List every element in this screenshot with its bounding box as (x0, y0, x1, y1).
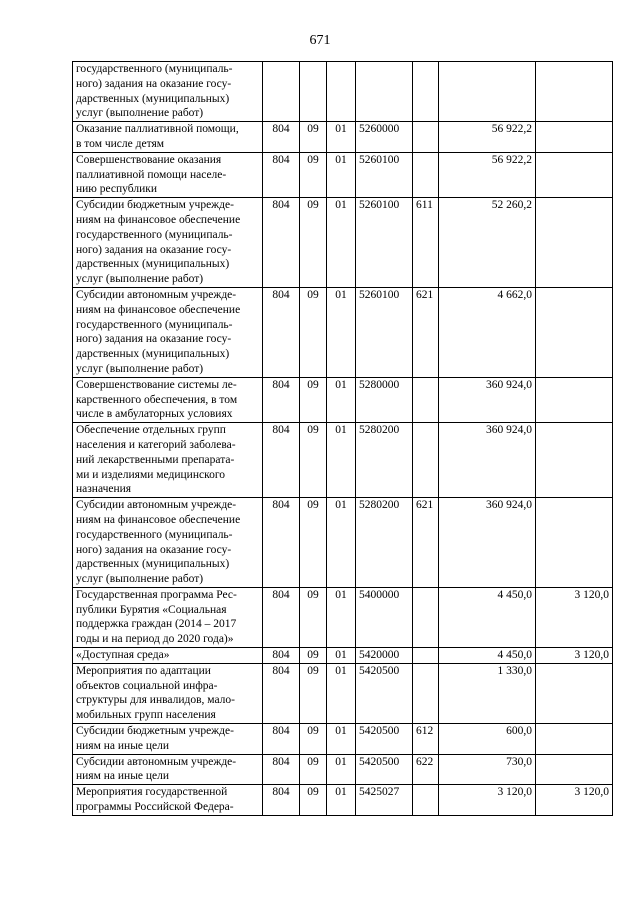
cell-section-code: 09 (300, 724, 327, 755)
cell-target-code: 5280000 (356, 377, 413, 422)
cell-name: Оказание паллиативной помощи, в том числе детям (73, 122, 263, 153)
cell-amount-2: 3 120,0 (536, 587, 613, 647)
cell-expense-type-code: 612 (413, 724, 439, 755)
cell-expense-type-code: 621 (413, 498, 439, 588)
cell-ministry-code: 804 (263, 198, 300, 288)
cell-subsection-code: 01 (327, 287, 356, 377)
cell-name: Мероприятия по адаптации объектов социальной инфра- структуры для инвалидов, мало- мобильных групп населения (73, 663, 263, 723)
cell-name: Совершенствование системы ле- карственного обеспечения, в том числе в амбулаторных условиях (73, 377, 263, 422)
cell-ministry-code: 804 (263, 287, 300, 377)
cell-subsection-code: 01 (327, 754, 356, 785)
cell-amount-2 (536, 377, 613, 422)
cell-subsection-code: 01 (327, 785, 356, 816)
cell-section-code: 09 (300, 587, 327, 647)
cell-ministry-code: 804 (263, 724, 300, 755)
page-number: 671 (309, 33, 331, 48)
cell-amount-1 (439, 62, 536, 122)
cell-amount-2 (536, 663, 613, 723)
cell-target-code: 5280200 (356, 423, 413, 498)
cell-name: Обеспечение отдельных групп населения и категорий заболева- ний лекарственными препарата- ми и изделиями медицинского назначения (73, 423, 263, 498)
cell-section-code: 09 (300, 423, 327, 498)
cell-subsection-code (327, 62, 356, 122)
cell-amount-2 (536, 152, 613, 197)
cell-expense-type-code (413, 423, 439, 498)
cell-subsection-code: 01 (327, 498, 356, 588)
cell-expense-type-code (413, 587, 439, 647)
cell-section-code (300, 62, 327, 122)
cell-amount-1: 52 260,2 (439, 198, 536, 288)
cell-subsection-code: 01 (327, 423, 356, 498)
cell-name: Государственная программа Рес- публики Бурятия «Социальная поддержка граждан (2014 – 2017 годы и на период до 2020 года)» (73, 587, 263, 647)
cell-section-code: 09 (300, 377, 327, 422)
cell-subsection-code: 01 (327, 377, 356, 422)
cell-expense-type-code (413, 62, 439, 122)
cell-subsection-code: 01 (327, 152, 356, 197)
cell-amount-1: 360 924,0 (439, 498, 536, 588)
cell-amount-2 (536, 423, 613, 498)
cell-amount-1: 600,0 (439, 724, 536, 755)
cell-ministry-code: 804 (263, 122, 300, 153)
cell-ministry-code: 804 (263, 648, 300, 664)
cell-amount-1: 4 450,0 (439, 587, 536, 647)
cell-ministry-code (263, 62, 300, 122)
cell-name: «Доступная среда» (73, 648, 263, 664)
cell-expense-type-code (413, 152, 439, 197)
cell-amount-2 (536, 122, 613, 153)
cell-expense-type-code (413, 122, 439, 153)
table-row (73, 198, 613, 288)
cell-amount-2: 3 120,0 (536, 648, 613, 664)
cell-target-code: 5420500 (356, 724, 413, 755)
cell-ministry-code: 804 (263, 377, 300, 422)
cell-expense-type-code (413, 663, 439, 723)
table-row (73, 724, 613, 755)
cell-section-code: 09 (300, 198, 327, 288)
cell-amount-1: 730,0 (439, 754, 536, 785)
cell-ministry-code: 804 (263, 587, 300, 647)
cell-amount-1: 4 450,0 (439, 648, 536, 664)
table-row (73, 377, 613, 422)
cell-expense-type-code: 622 (413, 754, 439, 785)
cell-section-code: 09 (300, 152, 327, 197)
cell-ministry-code: 804 (263, 785, 300, 816)
cell-subsection-code: 01 (327, 122, 356, 153)
cell-name: Совершенствование оказания паллиативной помощи населе- нию республики (73, 152, 263, 197)
table-row (73, 423, 613, 498)
cell-amount-1: 1 330,0 (439, 663, 536, 723)
table-row (73, 498, 613, 588)
cell-ministry-code: 804 (263, 152, 300, 197)
cell-section-code: 09 (300, 754, 327, 785)
table-row (73, 663, 613, 723)
cell-amount-2 (536, 724, 613, 755)
cell-section-code: 09 (300, 287, 327, 377)
cell-amount-2 (536, 754, 613, 785)
cell-target-code: 5420500 (356, 754, 413, 785)
cell-ministry-code: 804 (263, 423, 300, 498)
cell-name: Субсидии автономным учрежде- ниям на финансовое обеспечение государственного (муниципаль- ного) задания на оказание госу- дарственных (муниципальных) услуг (выполнение работ) (73, 498, 263, 588)
cell-name: Субсидии автономным учрежде- ниям на финансовое обеспечение государственного (муниципаль- ного) задания на оказание госу- дарственных (муниципальных) услуг (выполнение работ) (73, 287, 263, 377)
cell-amount-2 (536, 498, 613, 588)
cell-subsection-code: 01 (327, 663, 356, 723)
cell-target-code: 5280200 (356, 498, 413, 588)
cell-section-code: 09 (300, 648, 327, 664)
cell-subsection-code: 01 (327, 587, 356, 647)
cell-target-code: 5400000 (356, 587, 413, 647)
cell-target-code: 5260100 (356, 152, 413, 197)
cell-section-code: 09 (300, 785, 327, 816)
cell-name: Субсидии бюджетным учрежде- ниям на иные цели (73, 724, 263, 755)
cell-target-code: 5420500 (356, 663, 413, 723)
cell-section-code: 09 (300, 663, 327, 723)
cell-amount-1: 360 924,0 (439, 377, 536, 422)
cell-amount-1: 4 662,0 (439, 287, 536, 377)
cell-expense-type-code (413, 377, 439, 422)
table-row (73, 287, 613, 377)
cell-amount-2 (536, 198, 613, 288)
budget-table-body (73, 62, 613, 816)
cell-target-code: 5420000 (356, 648, 413, 664)
cell-name: Мероприятия государственной программы Российской Федера- (73, 785, 263, 816)
cell-section-code: 09 (300, 122, 327, 153)
cell-target-code: 5260000 (356, 122, 413, 153)
table-row (73, 648, 613, 664)
cell-ministry-code: 804 (263, 754, 300, 785)
table-row (73, 62, 613, 122)
table-row (73, 152, 613, 197)
cell-target-code: 5260100 (356, 287, 413, 377)
cell-subsection-code: 01 (327, 648, 356, 664)
cell-amount-1: 56 922,2 (439, 122, 536, 153)
table-row (73, 754, 613, 785)
cell-target-code: 5425027 (356, 785, 413, 816)
cell-amount-1: 3 120,0 (439, 785, 536, 816)
cell-target-code (356, 62, 413, 122)
cell-subsection-code: 01 (327, 198, 356, 288)
budget-table (72, 61, 613, 816)
table-row (73, 785, 613, 816)
table-row (73, 587, 613, 647)
cell-section-code: 09 (300, 498, 327, 588)
cell-expense-type-code: 621 (413, 287, 439, 377)
cell-expense-type-code (413, 648, 439, 664)
cell-amount-1: 360 924,0 (439, 423, 536, 498)
cell-ministry-code: 804 (263, 663, 300, 723)
cell-name: государственного (муниципаль- ного) задания на оказание госу- дарственных (муниципальных) услуг (выполнение работ) (73, 62, 263, 122)
cell-amount-1: 56 922,2 (439, 152, 536, 197)
cell-amount-2 (536, 62, 613, 122)
cell-target-code: 5260100 (356, 198, 413, 288)
cell-ministry-code: 804 (263, 498, 300, 588)
cell-name: Субсидии бюджетным учрежде- ниям на финансовое обеспечение государственного (муниципаль- ного) задания на оказание госу- дарственных (муниципальных) услуг (выполнение работ) (73, 198, 263, 288)
cell-subsection-code: 01 (327, 724, 356, 755)
cell-name: Субсидии автономным учрежде- ниям на иные цели (73, 754, 263, 785)
cell-amount-2: 3 120,0 (536, 785, 613, 816)
cell-expense-type-code: 611 (413, 198, 439, 288)
cell-expense-type-code (413, 785, 439, 816)
cell-amount-2 (536, 287, 613, 377)
table-row (73, 122, 613, 153)
